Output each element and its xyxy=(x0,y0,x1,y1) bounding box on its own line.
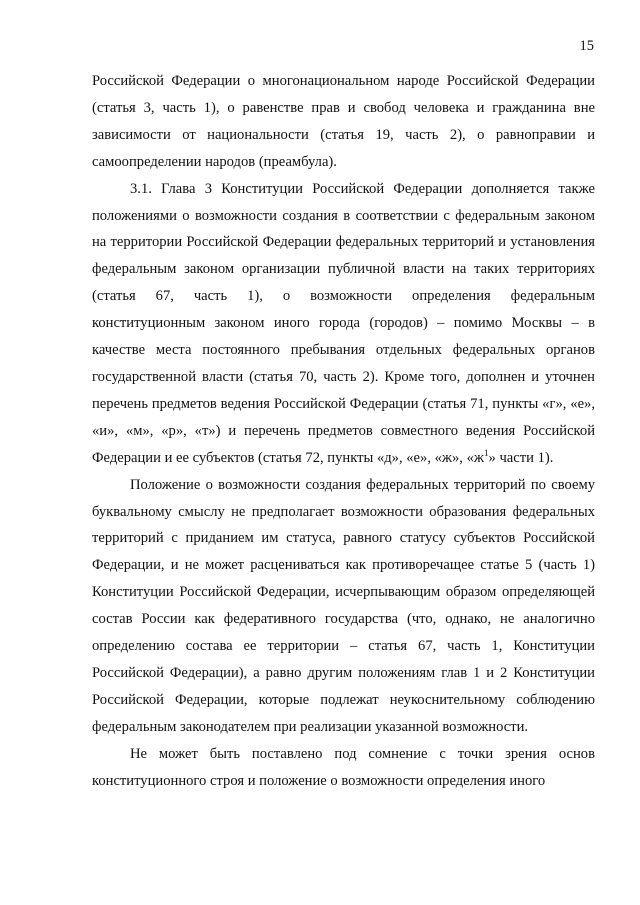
paragraph-section-3-1-tail: » части 1). xyxy=(488,449,554,466)
paragraph-constitutional-foundations: Не может быть поставлено под сомнение с точки зрения основ конституционного строя и положение о возможности определения иного xyxy=(92,745,595,789)
document-body xyxy=(92,68,595,794)
paragraph-continuation: Российской Федерации о многонациональном народе Российской Федерации (статья 3, часть 1), о равенстве прав и свобод человека и гражданина вне зависимости от национальности (статья 19, часть 2), о равноправии и самоопределении народов (преамбула). xyxy=(92,73,595,170)
paragraph-section-3-1 xyxy=(92,176,595,472)
paragraph-section-3-1-text: 3.1. Глава 3 Конституции Российской Федерации дополняется также положениями о возможности создания в соответствии с федеральным законом на территории Российской Федерации федеральных территорий и установления федеральным законом организации публичной власти на таких территориях (статья 67, часть 1), о возможности определения федеральным конституционным законом иного города (городов) – помимо Москвы – в качестве места постоянного пребывания отдельных федеральных органов государственной власти (статья 70, часть 2). Кроме того, дополнен и уточнен перечень предметов ведения Российской Федерации (статья 71, пункты «г», «е», «и», «м», «р», «т») и перечень предметов совместного ведения Российской Федерации и ее субъектов (статья 72, пункты «д», «е», «ж», «ж xyxy=(92,180,595,466)
superscript-marker: 1 xyxy=(484,447,489,458)
page-number: 15 xyxy=(579,38,594,54)
paragraph-federal-territories: Положение о возможности создания федеральных территорий по своему буквальному смыслу не предполагает возможности образования федеральных территорий с приданием им статуса, равного статусу субъектов Российской Федерации, и не может расцениваться как противоречащее статье 5 (часть 1) Конституции Российской Федерации, исчерпывающим образом определяющей состав России как федеративного государства (что, однако, не аналогично определению состава ее территории – статья 67, часть 1, Конституции Российской Федерации), а равно другим положениям глав 1 и 2 Конституции Российской Федерации, которые подлежат неукоснительному соблюдению федеральным законодателем при реализации указанной возможности. xyxy=(92,476,595,735)
